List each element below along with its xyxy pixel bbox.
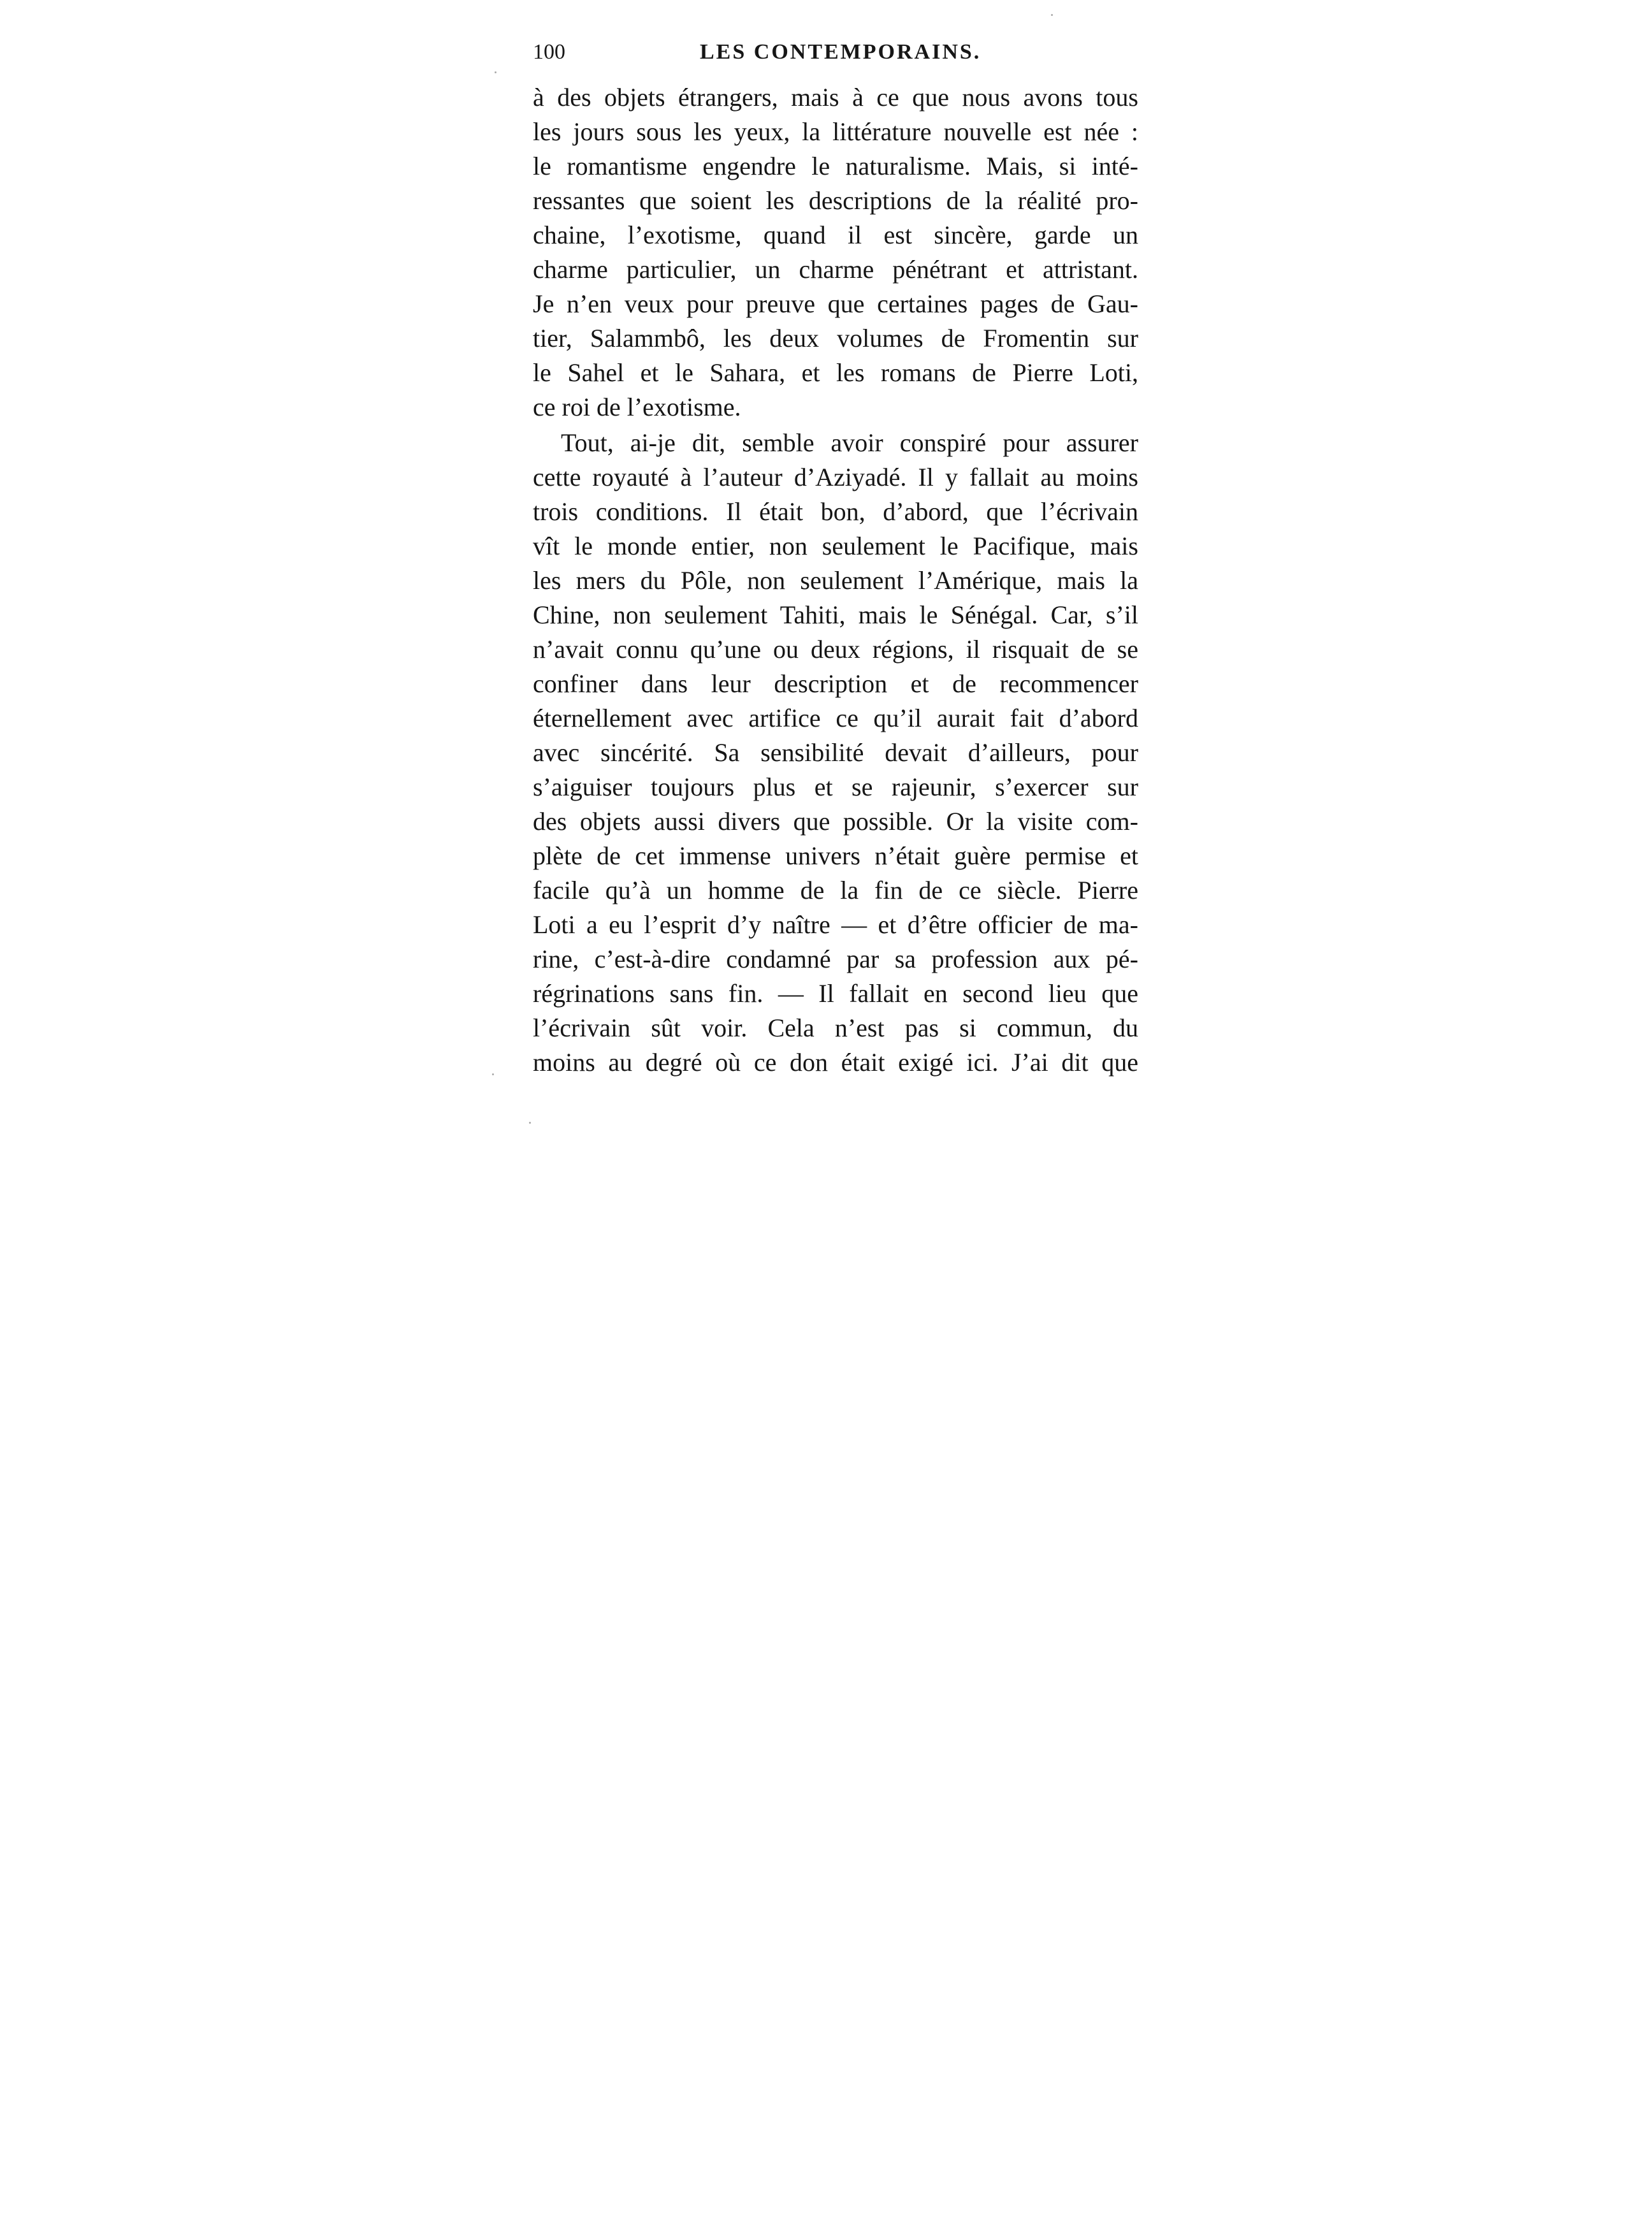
- text-line: ressantes que soient les descriptions de la réalité pro-: [533, 186, 1138, 215]
- text-line: rine, c’est-à-dire condamné par sa profession aux pé-: [533, 945, 1138, 973]
- text-line: ce roi de l’exotisme.: [533, 393, 741, 421]
- text-line: Chine, non seulement Tahiti, mais le Sénégal. Car, s’il: [533, 600, 1138, 629]
- paragraph-2: [533, 426, 1138, 1080]
- text-line: facile qu’à un homme de la fin de ce siècle. Pierre: [533, 876, 1138, 904]
- page-header: [533, 36, 1170, 74]
- paragraph-1: [533, 80, 1138, 425]
- text-line: l’écrivain sût voir. Cela n’est pas si commun, du: [533, 1013, 1138, 1042]
- scan-speck: [495, 71, 496, 73]
- text-line: trois conditions. Il était bon, d’abord, que l’écrivain: [533, 497, 1138, 526]
- text-line: cette royauté à l’auteur d’Aziyadé. Il y fallait au moins: [533, 463, 1138, 491]
- text-line: confiner dans leur description et de recommencer: [533, 669, 1138, 698]
- text-line: le Sahel et le Sahara, et les romans de Pierre Loti,: [533, 358, 1138, 387]
- text-line: s’aiguiser toujours plus et se rajeunir, s’exercer sur: [533, 773, 1138, 801]
- text-line: vît le monde entier, non seulement le Pacifique, mais: [533, 532, 1138, 560]
- text-line: régrinations sans fin. — Il fallait en second lieu que: [533, 979, 1138, 1008]
- text-line: Je n’en veux pour preuve que certaines pages de Gau-: [533, 289, 1138, 318]
- text-line: charme particulier, un charme pénétrant et attristant.: [533, 255, 1138, 284]
- text-line: tier, Salammbô, les deux volumes de Fromentin sur: [533, 324, 1138, 352]
- text-line: Loti a eu l’esprit d’y naître — et d’être officier de ma-: [533, 910, 1138, 939]
- text-line: chaine, l’exotisme, quand il est sincère, garde un: [533, 221, 1138, 249]
- page-number: 100: [533, 40, 565, 64]
- text-line: le romantisme engendre le naturalisme. Mais, si inté-: [533, 152, 1138, 180]
- text-line: à des objets étrangers, mais à ce que nous avons tous: [533, 83, 1138, 112]
- scan-speck: [1051, 14, 1053, 16]
- text-line: plète de cet immense univers n’était guère permise et: [533, 841, 1138, 870]
- text-line: moins au degré où ce don était exigé ici. J’ai dit que: [533, 1048, 1138, 1077]
- text-line: Tout, ai-je dit, semble avoir conspiré pour assurer: [561, 428, 1138, 457]
- scan-speck: [529, 1122, 531, 1124]
- text-line: les jours sous les yeux, la littérature nouvelle est née :: [533, 117, 1138, 146]
- text-line: les mers du Pôle, non seulement l’Amérique, mais la: [533, 566, 1138, 595]
- text-line: des objets aussi divers que possible. Or la visite com-: [533, 807, 1138, 836]
- running-title: LES CONTEMPORAINS.: [700, 40, 982, 64]
- body-text: [533, 80, 1138, 1080]
- text-line: n’avait connu qu’une ou deux régions, il risquait de se: [533, 635, 1138, 664]
- text-line: avec sincérité. Sa sensibilité devait d’ailleurs, pour: [533, 738, 1138, 767]
- scan-speck: [492, 1073, 494, 1075]
- text-line: éternellement avec artifice ce qu’il aurait fait d’abord: [533, 704, 1138, 732]
